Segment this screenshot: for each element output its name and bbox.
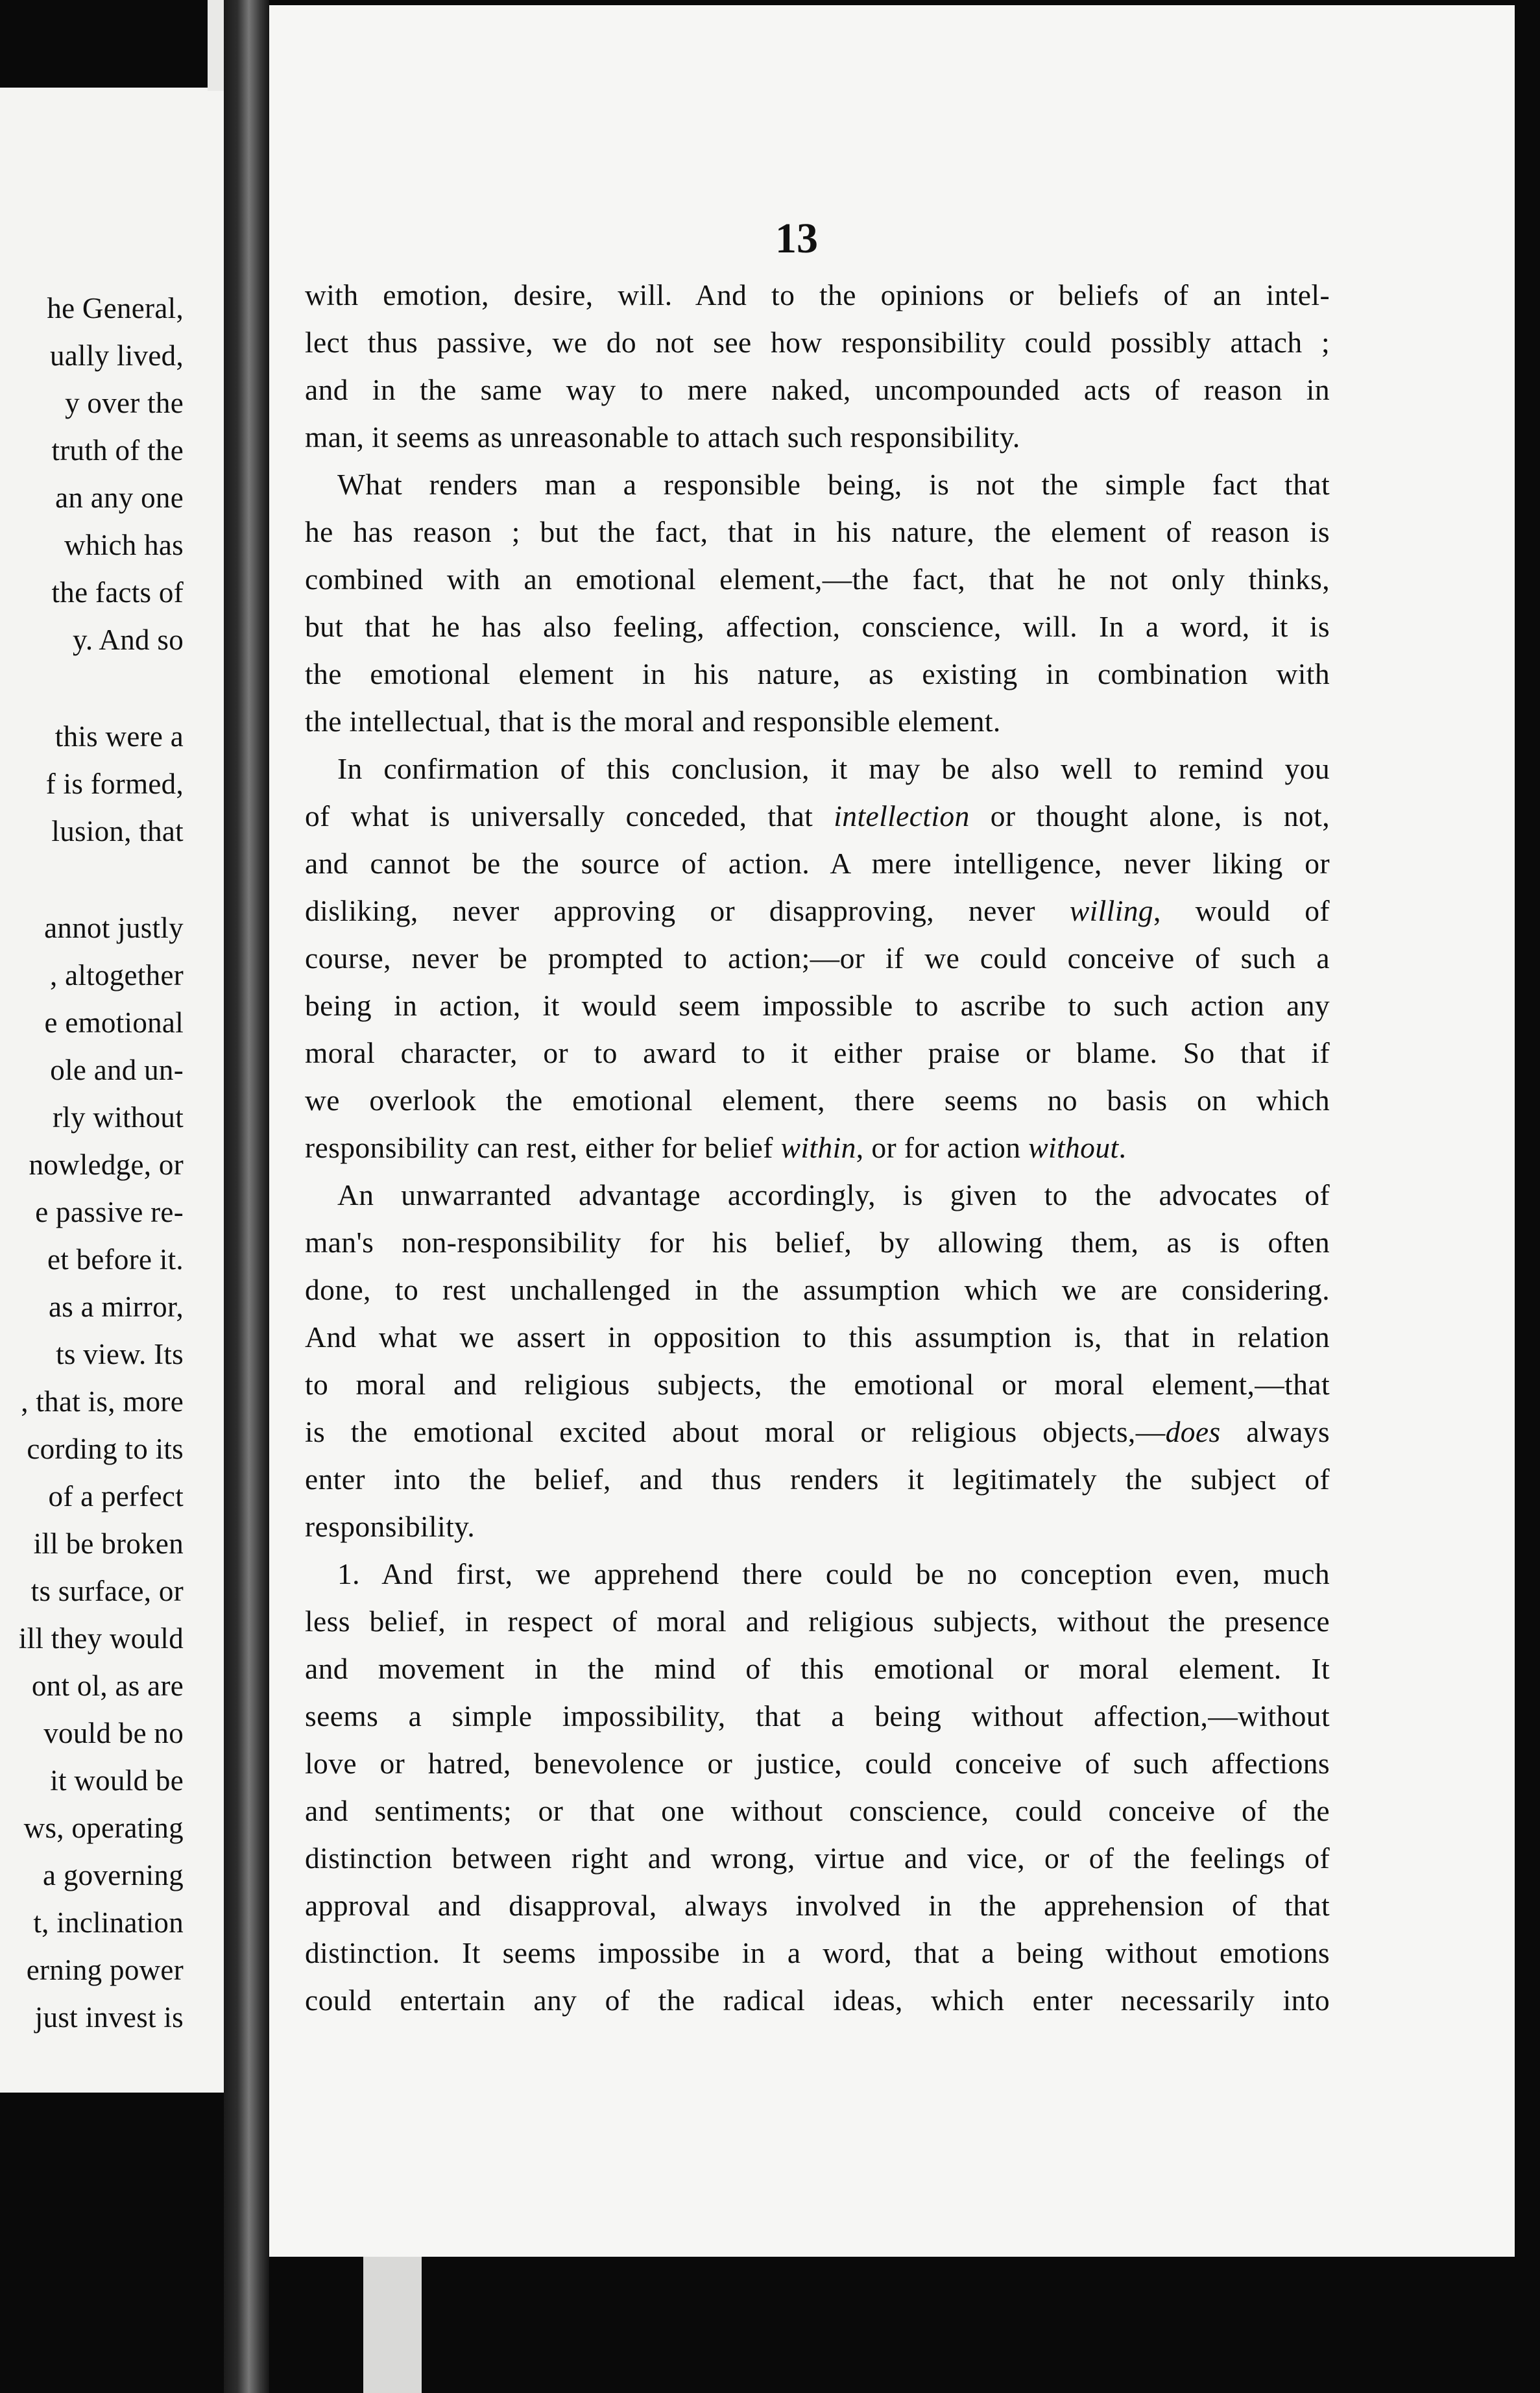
text-run: .	[1118, 1131, 1127, 1164]
text-line: we overlook the emotional element, there seems no basis on which	[305, 1084, 1330, 1117]
left-line: which has	[64, 529, 184, 561]
text-line: man, it seems as unreasonable to attach such responsibility.	[305, 420, 1020, 454]
italic-run: willing	[1069, 894, 1154, 927]
left-line: ole and un-	[50, 1054, 184, 1086]
book-gutter	[224, 0, 269, 2393]
text-run: responsibility can rest, either for belief	[305, 1131, 781, 1164]
text-line: less belief, in respect of moral and religious subjects, without the presence	[305, 1605, 1330, 1638]
left-line: of a perfect	[48, 1480, 184, 1512]
text-run: , or for action	[856, 1131, 1029, 1164]
text-line: and cannot be the source of action. A mere intelligence, never liking or	[305, 847, 1330, 880]
text-line: responsibility.	[305, 1510, 475, 1543]
text-line: and in the same way to mere naked, uncompounded acts of reason in	[305, 373, 1330, 406]
left-line: as a mirror,	[49, 1291, 184, 1323]
text-line: distinction. It seems impossibe in a word, that a being without emotions	[305, 1936, 1330, 1969]
left-line: , altogether	[49, 959, 184, 991]
text-line: moral character, or to award to it either praise or blame. So that if	[305, 1036, 1330, 1069]
text-line: enter into the belief, and thus renders it legitimately the subject of	[305, 1463, 1330, 1496]
left-line: this were a	[54, 720, 184, 753]
left-line: f is formed,	[45, 768, 184, 800]
text-line: course, never be prompted to action;—or if we could conceive of such a	[305, 941, 1330, 975]
text-line: the emotional element in his nature, as existing in combination with	[305, 657, 1330, 690]
text-line: being in action, it would seem impossible to ascribe to such action any	[305, 989, 1330, 1022]
text-line: An unwarranted advantage accordingly, is given to the advocates of	[337, 1178, 1330, 1211]
text-run: always	[1220, 1415, 1330, 1448]
left-line: e passive re-	[35, 1196, 184, 1228]
text-run: disliking, never approving or disapproving, never	[305, 894, 1070, 927]
text-line: 1. And first, we apprehend there could be no conception even, much	[337, 1557, 1330, 1590]
left-line: y. And so	[72, 624, 184, 656]
text-line: What renders man a responsible being, is not the simple fact that	[337, 468, 1330, 501]
left-line: ill be broken	[33, 1527, 184, 1560]
text-line	[305, 896, 1330, 926]
text-line: he has reason ; but the fact, that in his nature, the element of reason is	[305, 515, 1330, 548]
text-line: to moral and religious subjects, the emotional or moral element,—that	[305, 1368, 1330, 1401]
left-line: et before it.	[47, 1243, 184, 1276]
text-run: is the emotional excited about moral or religious objects,—	[305, 1415, 1166, 1448]
page-number: 13	[775, 215, 818, 262]
text-run: , would of	[1153, 894, 1330, 927]
left-line: lusion, that	[51, 815, 184, 847]
italic-run: without	[1028, 1131, 1119, 1164]
text-line: distinction between right and wrong, virtue and vice, or of the feelings of	[305, 1841, 1330, 1875]
italic-run: intellection	[834, 799, 970, 832]
text-line: with emotion, desire, will. And to the opinions or beliefs of an intel-	[305, 278, 1330, 311]
left-line: cording to its	[27, 1433, 184, 1465]
left-line: e emotional	[44, 1006, 184, 1039]
left-line: erning power	[26, 1954, 184, 1986]
left-line: ually lived,	[49, 339, 184, 372]
left-line: ts surface, or	[30, 1575, 184, 1607]
left-line: y over the	[65, 387, 184, 419]
left-line: it would be	[50, 1764, 184, 1797]
left-line: vould be no	[43, 1717, 184, 1749]
text-line: love or hatred, benevolence or justice, could conceive of such affections	[305, 1747, 1330, 1780]
text-line: and movement in the mind of this emotional or moral element. It	[305, 1652, 1330, 1685]
text-line: And what we assert in opposition to this assumption is, that in relation	[305, 1320, 1330, 1354]
text-line: done, to rest unchallenged in the assumption which we are considering.	[305, 1273, 1330, 1306]
text-run: of what is universally conceded, that	[305, 799, 834, 832]
italic-run: does	[1165, 1415, 1221, 1448]
text-line: approval and disapproval, always involved in the apprehension of that	[305, 1889, 1330, 1922]
left-line: annot justly	[44, 912, 184, 944]
text-line: and sentiments; or that one without conscience, could conceive of the	[305, 1794, 1330, 1827]
left-line: ill they would	[18, 1622, 184, 1655]
text-line: could entertain any of the radical ideas, which enter necessarily into	[305, 1984, 1330, 2017]
left-line: , that is, more	[21, 1385, 184, 1418]
italic-run: within	[780, 1131, 856, 1164]
text-line	[305, 1417, 1330, 1447]
left-line: the facts of	[51, 576, 184, 609]
text-line: the intellectual, that is the moral and responsible element.	[305, 705, 1001, 738]
left-line: just invest is	[34, 2001, 184, 2034]
left-line: ts view. Its	[56, 1338, 184, 1370]
text-line: seems a simple impossibility, that a being without affection,—without	[305, 1699, 1330, 1732]
left-line: ont ol, as are	[31, 1670, 184, 1702]
text-line: combined with an emotional element,—the fact, that he not only thinks,	[305, 563, 1330, 596]
left-line: an any one	[55, 481, 184, 514]
left-line: a governing	[43, 1859, 184, 1891]
left-page-fragment	[0, 88, 224, 2093]
text-line: lect thus passive, we do not see how responsibility could possibly attach ;	[305, 326, 1330, 359]
text-line	[305, 801, 1330, 831]
text-line: but that he has also feeling, affection, conscience, will. In a word, it is	[305, 610, 1330, 643]
left-line: ws, operating	[23, 1812, 184, 1844]
text-line: In confirmation of this conclusion, it may be also well to remind you	[337, 752, 1330, 785]
left-line: truth of the	[51, 434, 184, 467]
left-line: t, inclination	[33, 1906, 184, 1939]
left-line: he General,	[47, 292, 184, 324]
text-run: or thought alone, is not,	[969, 799, 1330, 832]
left-line: rly without	[52, 1101, 184, 1134]
text-line	[305, 1133, 1330, 1163]
text-line: man's non-responsibility for his belief, by allowing them, as is often	[305, 1226, 1330, 1259]
left-line: nowledge, or	[29, 1148, 184, 1181]
